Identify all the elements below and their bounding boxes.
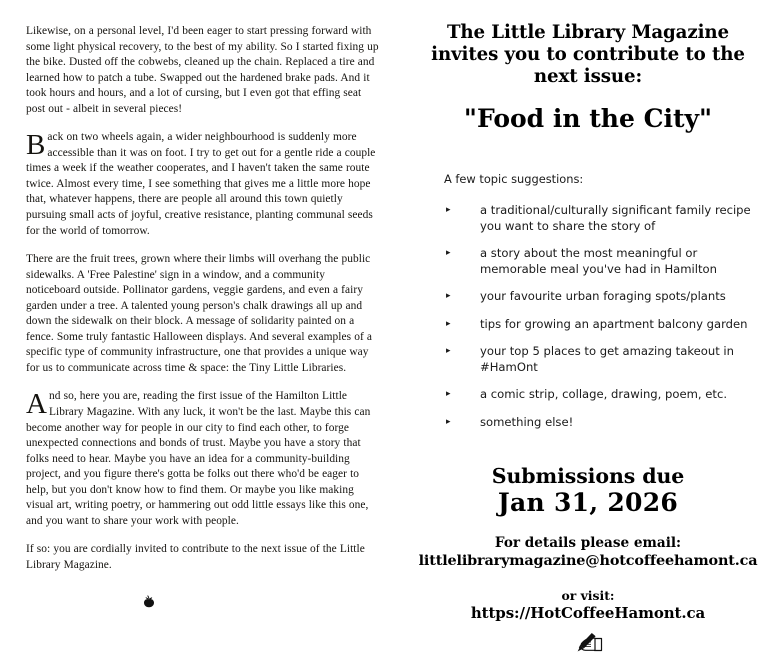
deadline-label: Submissions due [491,464,685,488]
triangle-bullet-icon: ▸ [446,346,451,356]
essay-paragraph: Likewise, on a personal level, I'd been eager to start pressing forward with some light physical recovery, to the best of my ability. So I started fixing up the bike. Dusted off the cobwebs, cleaned up the chain. Replaced a tire and learned how to patch a tube. Swapped out the hardened brake pads. And it took hours and hours, and a lot of cursing, but I even got that effing seat post out - albeit in several pieces! [26,25,379,115]
essay-paragraph: There are the fruit trees, grown where their limbs will overhang the public sidewalks. A 'Free Palestine' sign in a window, and a community noticeboard outside. Pollinator gardens, veggie gardens, and even a fairy garden under a tree. A talented young person's chalk drawings all up and down the sidewalk on their block. A message of solidarity painted on a fence. Some truly fantastic Halloween displays. And several examples of a specific type of community infrastructure, one that provides a unique way for us to communicate across time & space: the Tiny Little Libraries. [26,253,372,374]
list-item [444,415,760,431]
essay-paragraph-dropcap: Back on two wheels again, a wider neighbourhood is suddenly more accessible than it was on foot. I try to get out for a gentle ride a couple times a week if the weather cooperates, and I haven't taken the same route twice. Almost every time, I see something that gives me a little more hope that, whatever happens, there are people all around this town quietly pursuing small acts of joyful, creative resistance, planting communal seeds for the world of tomorrow. [26,129,376,237]
flyer-theme-title: "Food in the City" [463,104,713,133]
list-item-label: something else! [480,414,574,429]
list-item-label: a comic strip, collage, drawing, poem, etc. [480,387,728,401]
list-item [444,246,760,277]
list-item-label: tips for growing an apartment balcony garden [480,316,748,331]
triangle-bullet-icon: ▸ [446,205,451,215]
triangle-bullet-icon: ▸ [446,248,451,258]
contact-block [416,535,760,570]
visit-url-link[interactable]: https://HotCoffeeHamont.ca [470,604,706,622]
triangle-bullet-icon: ▸ [446,389,451,399]
essay-paragraph: If so: you are cordially invited to contribute to the next issue of the Little Library Magazine. [26,543,365,571]
triangle-bullet-icon: ▸ [446,318,451,329]
triangle-bullet-icon: ▸ [446,291,451,301]
contact-email-address[interactable]: littlelibrarymagazine@hotcoffeehamont.ca [418,552,758,569]
list-item [444,203,760,234]
writing-hand-icon [416,631,760,659]
triangle-bullet-icon: ▸ [446,416,451,427]
list-item-label: a story about the most meaningful or memorable meal you've had in Hamilton [480,246,717,276]
essay-column [0,0,400,600]
topic-suggestions-block [444,172,760,430]
floral-ornament-icon [26,594,382,610]
contact-lead-text: For details please email: [494,535,682,551]
call-for-submissions-flyer [400,0,776,622]
essay-paragraph-dropcap: And so, here you are, reading the first issue of the Hamilton Little Library Magazine. With any luck, it won't be the last. Maybe this can become another way for people in our city to find each other, to forge unexpected connections and bonds of trust. Maybe you have a story that folks need to hear. Maybe you have an idea for a community-building project, and you figure there's gotta be folks out there who'd be eager to help, but you don't know how to find them. Or maybe you like making visual art, writing poetry, or hammering out odd little essays like this one, and you want to share your work with people. [26,388,371,527]
visit-lead-text: or visit: [561,588,615,603]
list-item-label: your favourite urban foraging spots/plants [480,289,726,303]
list-item-label: your top 5 places to get amazing takeout in #HamOnt [480,344,734,374]
visit-block [416,588,760,623]
list-item [444,387,760,403]
deadline-block [416,464,760,517]
list-item [444,289,760,305]
flyer-heading: The Little Library Magazine invites you to contribute to the next issue: [431,22,745,87]
deadline-date: Jan 31, 2026 [497,488,679,517]
list-item-label: a traditional/culturally significant family recipe you want to share the story of [480,203,751,233]
list-item [444,317,760,333]
topic-suggestions-intro: A few topic suggestions: [444,172,584,186]
list-item [444,344,760,375]
topic-suggestions-list [444,203,760,430]
